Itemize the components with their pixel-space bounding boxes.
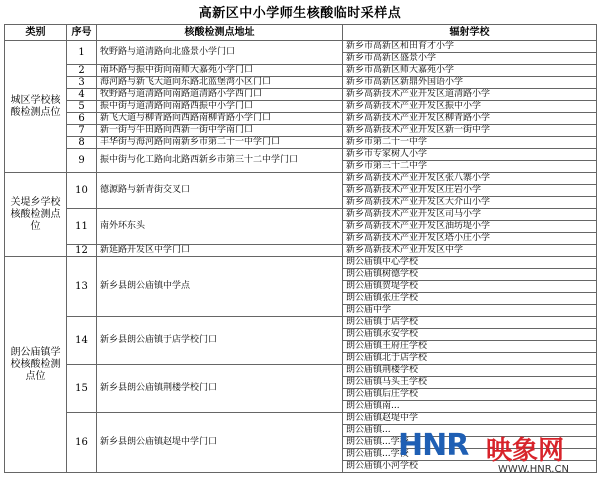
school-cell: 新乡市高新区新鼎外国语小学 — [343, 77, 597, 89]
category-cell: 关堤乡学校核酸检测点位 — [5, 173, 67, 257]
school-cell: 新乡市第三十二中学 — [343, 161, 597, 173]
table-body — [5, 41, 597, 473]
school-cell: 朗公庙中学 — [343, 305, 597, 317]
document-title: 高新区中小学师生核酸临时采样点 — [198, 6, 402, 21]
seq-cell: 14 — [67, 317, 97, 365]
school-cell: 朗公庙镇贺堤学校 — [343, 281, 597, 293]
address-cell: 新延路开发区中学门口 — [97, 245, 343, 257]
category-cell: 朗公庙镇学校核酸检测点位 — [5, 257, 67, 473]
address-cell: 新一街与牛田路向西新一街中学南门口 — [97, 125, 343, 137]
school-cell: 朗公庙镇王府庄学校 — [343, 341, 597, 353]
header-address: 核酸检测点地址 — [97, 25, 343, 41]
school-cell: 新乡高新技术产业开发区中学 — [343, 245, 597, 257]
school-cell: 新乡市专家树人小学 — [343, 149, 597, 161]
school-cell: 朗公庙镇... — [343, 425, 597, 437]
school-cell: 朗公庙镇赵堤中学 — [343, 413, 597, 425]
address-cell: 振中街与化工路向北路西新乡市第三十二中学门口 — [97, 149, 343, 173]
table-row — [5, 77, 597, 89]
school-cell: 朗公庙镇于店学校 — [343, 317, 597, 329]
school-cell: 朗公庙镇...学校 — [343, 449, 597, 461]
seq-cell: 10 — [67, 173, 97, 209]
school-cell: 新乡高新技术产业开发区司马小学 — [343, 209, 597, 221]
table-row — [5, 317, 597, 329]
school-cell: 朗公庙镇永安学校 — [343, 329, 597, 341]
school-cell: 新乡市第二十一中学 — [343, 137, 597, 149]
seq-cell: 2 — [67, 65, 97, 77]
address-cell: 新飞大道与柳青路向西路南柳青路小学门口 — [97, 113, 343, 125]
address-cell: 新乡县朗公庙镇于店学校门口 — [97, 317, 343, 365]
school-cell: 朗公庙镇张庄学校 — [343, 293, 597, 305]
table-row — [5, 413, 597, 425]
school-cell: 新乡高新技术产业开发区新一街中学 — [343, 125, 597, 137]
address-cell: 南环路与振中街向南师大嘉苑小学门口 — [97, 65, 343, 77]
watermark — [398, 428, 594, 490]
address-cell: 新乡县朗公庙镇赵堤中学门口 — [97, 413, 343, 473]
sampling-sites-table — [4, 24, 597, 473]
seq-cell: 6 — [67, 113, 97, 125]
header-seq: 序号 — [67, 25, 97, 41]
school-cell: 新乡高新技术产业开发区庄岩小学 — [343, 185, 597, 197]
school-cell: 新乡高新技术产业开发区油坊堤小学 — [343, 221, 597, 233]
school-cell: 朗公庙镇...学校 — [343, 437, 597, 449]
table-row — [5, 257, 597, 269]
seq-cell: 16 — [67, 413, 97, 473]
table-row — [5, 173, 597, 185]
address-cell: 新乡县朗公庙镇中学点 — [97, 257, 343, 317]
seq-cell: 8 — [67, 137, 97, 149]
table-row — [5, 137, 597, 149]
table-row — [5, 101, 597, 113]
watermark-logo: HNR — [398, 428, 469, 463]
table-row — [5, 89, 597, 101]
school-cell: 新乡高新技术产业开发区柳青路小学 — [343, 113, 597, 125]
address-cell: 牧野路与道清路向南路道清路小学西门口 — [97, 89, 343, 101]
address-cell: 德源路与新青街交叉口 — [97, 173, 343, 209]
seq-cell: 7 — [67, 125, 97, 137]
address-cell: 牧野路与道清路向北盛景小学门口 — [97, 41, 343, 65]
school-cell: 新乡高新技术产业开发区塔小庄小学 — [343, 233, 597, 245]
table-row — [5, 125, 597, 137]
school-cell: 朗公庙镇马头王学校 — [343, 377, 597, 389]
seq-cell: 4 — [67, 89, 97, 101]
header-category: 类别 — [5, 25, 67, 41]
seq-cell: 11 — [67, 209, 97, 245]
school-cell: 朗公庙镇后庄学校 — [343, 389, 597, 401]
school-cell: 新乡市高新区盛景小学 — [343, 53, 597, 65]
table-row — [5, 149, 597, 161]
table-row — [5, 209, 597, 221]
school-cell: 朗公庙镇小河学校 — [343, 461, 597, 473]
seq-cell: 13 — [67, 257, 97, 317]
school-cell: 新乡高新技术产业开发区道清路小学 — [343, 89, 597, 101]
address-cell: 新乡县朗公庙镇荆楼学校门口 — [97, 365, 343, 413]
category-cell: 城区学校核酸检测点位 — [5, 41, 67, 173]
school-cell: 新乡市高新区和田育才小学 — [343, 41, 597, 53]
school-cell: 新乡高新技术产业开发区张八寨小学 — [343, 173, 597, 185]
watermark-brand: 映象网 — [486, 436, 565, 466]
address-cell: 丰华街与海河路向南新乡市第二十一中学门口 — [97, 137, 343, 149]
header-school: 辐射学校 — [343, 25, 597, 41]
seq-cell: 3 — [67, 77, 97, 89]
school-cell: 朗公庙镇北于店学校 — [343, 353, 597, 365]
table-row — [5, 65, 597, 77]
table-row — [5, 113, 597, 125]
table-row — [5, 245, 597, 257]
table-row — [5, 365, 597, 377]
address-cell: 南外环东头 — [97, 209, 343, 245]
seq-cell: 9 — [67, 149, 97, 173]
seq-cell: 5 — [67, 101, 97, 113]
school-cell: 新乡市高新区师大嘉苑小学 — [343, 65, 597, 77]
seq-cell: 12 — [67, 245, 97, 257]
address-cell: 海河路与新飞大道向东路北蓝堡湾小区门口 — [97, 77, 343, 89]
seq-cell: 15 — [67, 365, 97, 413]
school-cell: 新乡高新技术产业开发区振中小学 — [343, 101, 597, 113]
table-row — [5, 41, 597, 53]
seq-cell: 1 — [67, 41, 97, 65]
address-cell: 振中街与道清路向南路西振中小学门口 — [97, 101, 343, 113]
school-cell: 朗公庙镇树德学校 — [343, 269, 597, 281]
table-header-row — [5, 25, 597, 41]
school-cell: 朗公庙镇荆楼学校 — [343, 365, 597, 377]
watermark-url: WWW.HNR.CN — [498, 464, 569, 475]
school-cell: 新乡高新技术产业开发区大介山小学 — [343, 197, 597, 209]
school-cell: 朗公庙镇中心学校 — [343, 257, 597, 269]
school-cell: 朗公庙镇南... — [343, 401, 597, 413]
